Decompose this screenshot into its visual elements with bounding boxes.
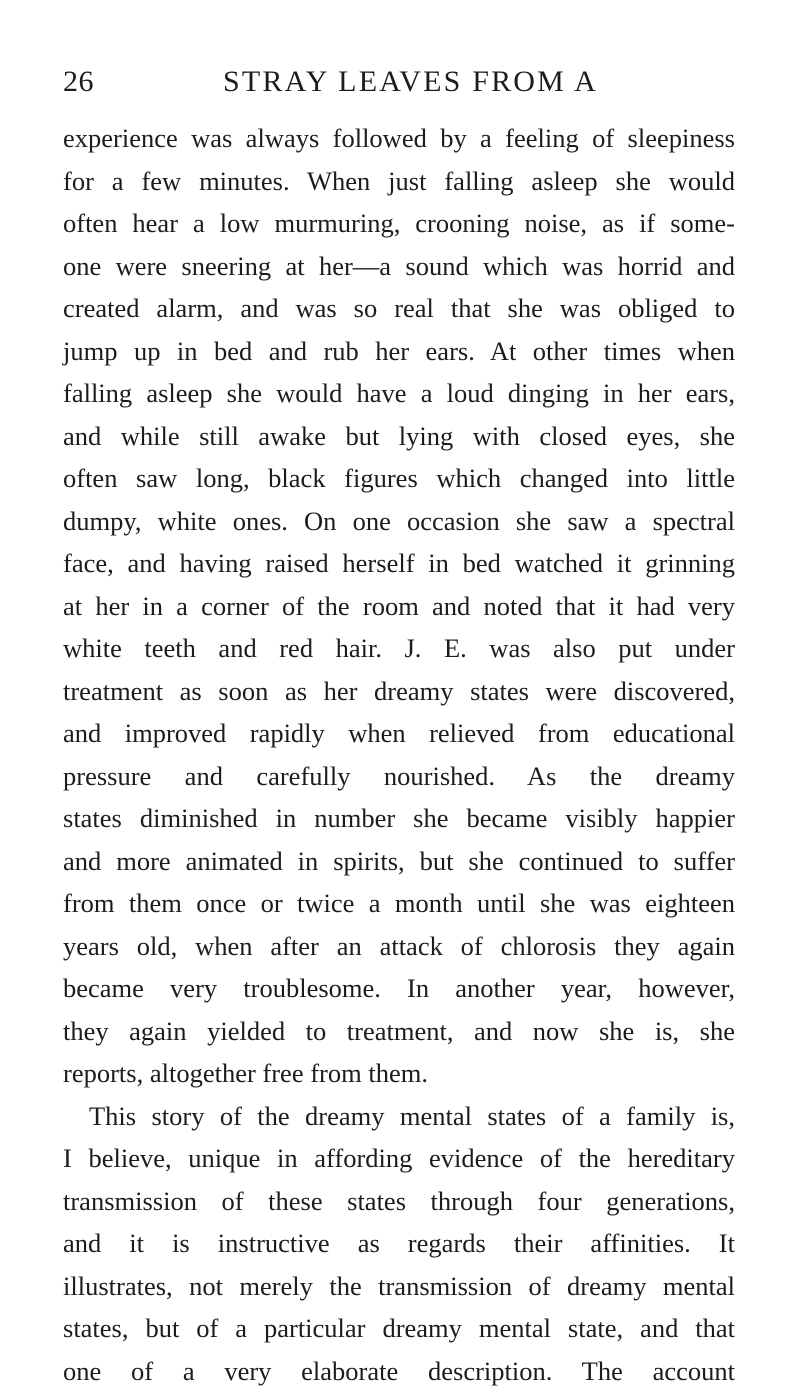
text-line: states diminished in number she became visibly happier (63, 797, 735, 840)
text-line: became very troublesome. In another year, however, (63, 967, 735, 1010)
text-line: and improved rapidly when relieved from educational (63, 712, 735, 755)
text-line: they again yielded to treatment, and now she is, she (63, 1010, 735, 1053)
text-line: and it is instructive as regards their affinities. It (63, 1222, 735, 1265)
text-line: and more animated in spirits, but she continued to suffer (63, 840, 735, 883)
text-line: treatment as soon as her dreamy states were discovered, (63, 670, 735, 713)
text-line: dumpy, white ones. On one occasion she saw a spectral (63, 500, 735, 543)
text-line: states, but of a particular dreamy mental state, and that (63, 1307, 735, 1350)
text-line: and while still awake but lying with closed eyes, she (63, 415, 735, 458)
text-line: often saw long, black figures which changed into little (63, 457, 735, 500)
text-line: transmission of these states through four generations, (63, 1180, 735, 1223)
text-line: jump up in bed and rub her ears. At other times when (63, 330, 735, 373)
text-line: face, and having raised herself in bed watched it grinning (63, 542, 735, 585)
text-line: often hear a low murmuring, crooning noise, as if some- (63, 202, 735, 245)
text-line: pressure and carefully nourished. As the dreamy (63, 755, 735, 798)
text-line: I believe, unique in affording evidence of the hereditary (63, 1137, 735, 1180)
running-title: STRAY LEAVES FROM A (223, 62, 598, 102)
text-line: at her in a corner of the room and noted that it had very (63, 585, 735, 628)
text-line: for a few minutes. When just falling asleep she would (63, 160, 735, 203)
text-line: one of a very elaborate description. The account (63, 1350, 735, 1392)
text-line: one were sneering at her—a sound which was horrid and (63, 245, 735, 288)
text-line: illustrates, not merely the transmission of dreamy mental (63, 1265, 735, 1308)
text-line: white teeth and red hair. J. E. was also put under (63, 627, 735, 670)
text-line: created alarm, and was so real that she was obliged to (63, 287, 735, 330)
page-number: 26 (63, 62, 94, 102)
text-line: experience was always followed by a feeling of sleepiness (63, 117, 735, 160)
text-line: reports, altogether free from them. (63, 1052, 735, 1095)
body-text (63, 117, 735, 1392)
running-head (63, 62, 733, 102)
text-line: years old, when after an attack of chlorosis they again (63, 925, 735, 968)
text-line: falling asleep she would have a loud dinging in her ears, (63, 372, 735, 415)
text-line: from them once or twice a month until she was eighteen (63, 882, 735, 925)
paragraph-first-line: This story of the dreamy mental states of a family is, (63, 1095, 735, 1138)
